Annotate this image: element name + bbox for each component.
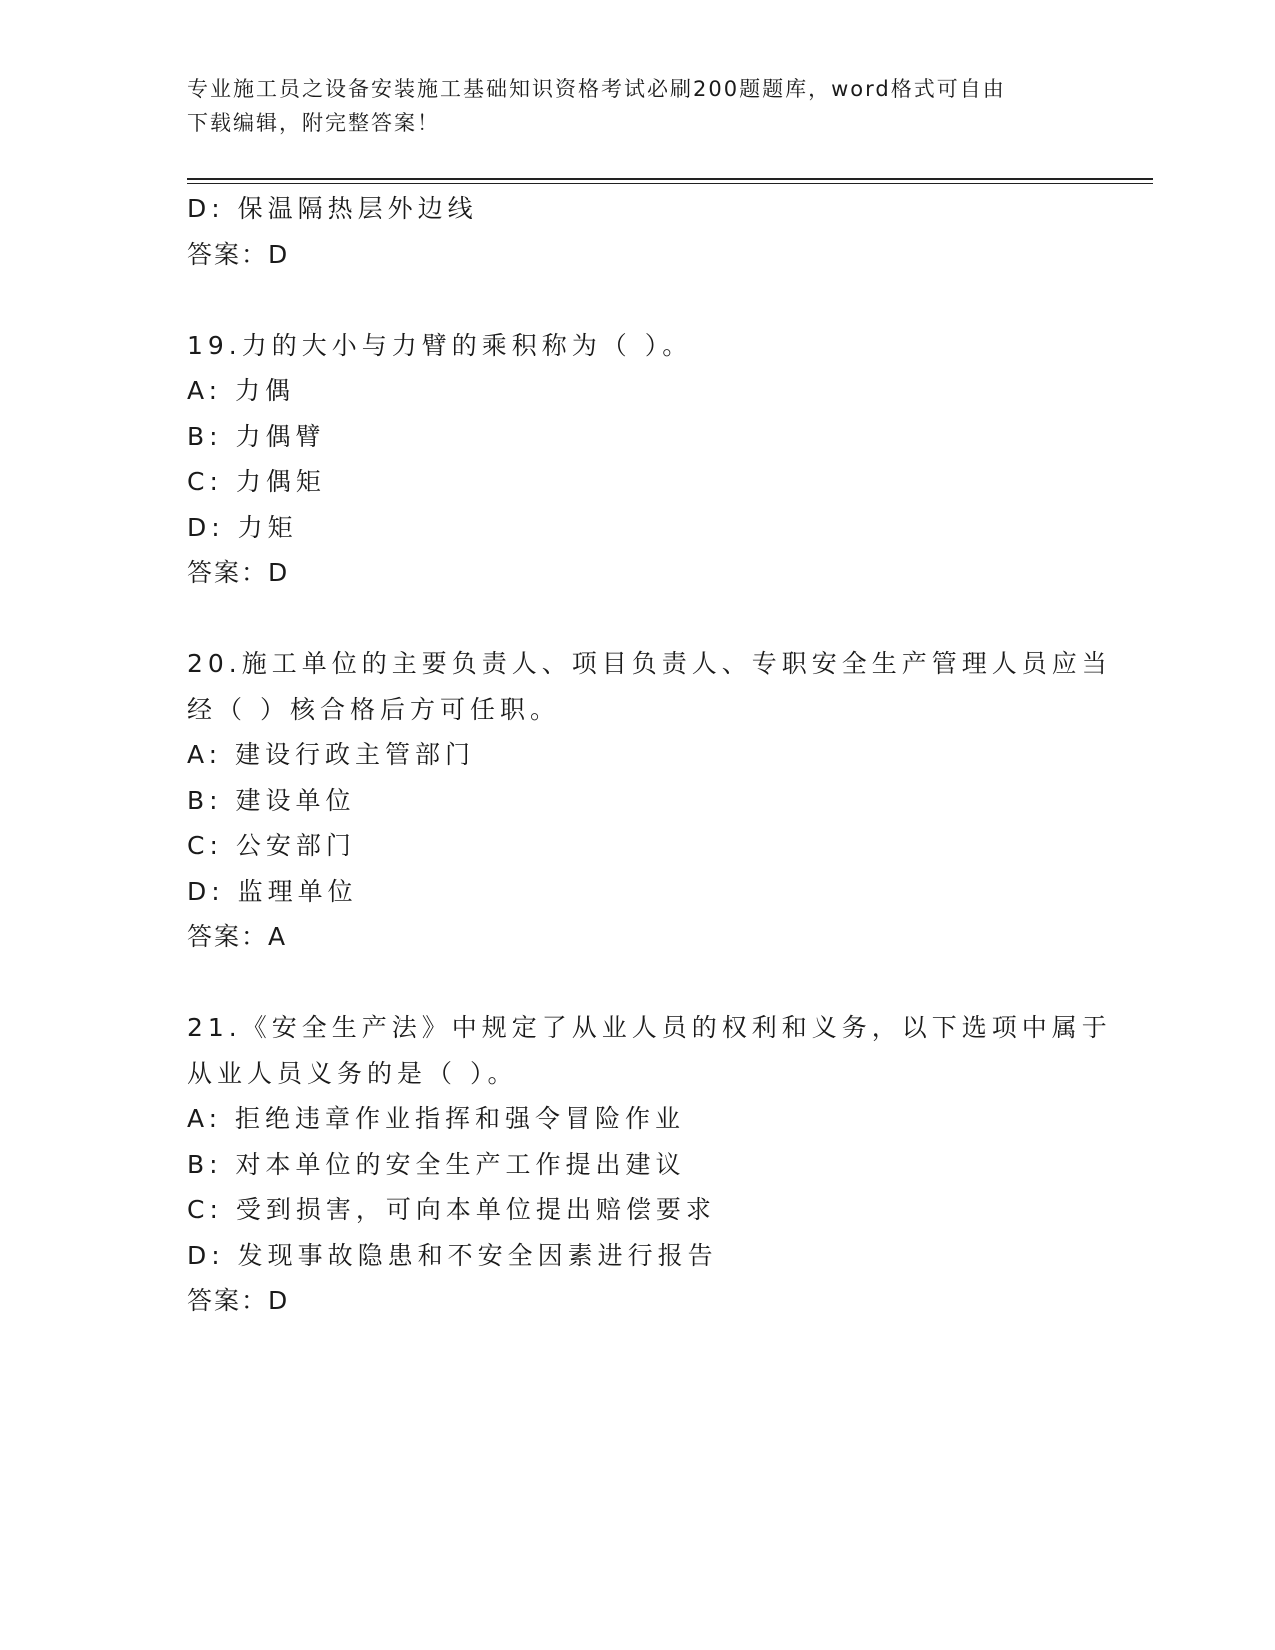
q19-stem: 19.力的大小与力臂的乘积称为（ ）。 bbox=[187, 330, 693, 360]
spacer bbox=[187, 596, 1087, 642]
q21-answer: 答案：D bbox=[187, 1286, 290, 1315]
header-rule-thin bbox=[187, 183, 1153, 184]
q21-stem-line-1: 21.《安全生产法》中规定了从业人员的权利和义务，以下选项中属于 bbox=[187, 1013, 1112, 1042]
q20-stem-line-1: 20.施工单位的主要负责人、项目负责人、专职安全生产管理人员应当 bbox=[187, 649, 1112, 678]
q19-option-a: A: 力偶 bbox=[187, 376, 296, 405]
q20-answer: 答案：A bbox=[187, 922, 288, 951]
prev-answer: 答案：D bbox=[187, 239, 290, 269]
q21-option-c: C: 受到损害，可向本单位提出赔偿要求 bbox=[187, 1195, 716, 1224]
header-rule-thick bbox=[187, 178, 1153, 180]
prev-option-d: D: 保温隔热层外边线 bbox=[187, 194, 478, 223]
q19-answer: 答案：D bbox=[187, 558, 290, 587]
q21-option-a: A: 拒绝违章作业指挥和强令冒险作业 bbox=[187, 1104, 686, 1133]
q21-stem-line-2: 从业人员义务的是（ ）。 bbox=[187, 1058, 518, 1088]
document-header bbox=[187, 72, 1067, 140]
q20-option-a: A: 建设行政主管部门 bbox=[187, 740, 476, 769]
q21-option-d: D: 发现事故隐患和不安全因素进行报告 bbox=[187, 1240, 718, 1270]
q21-option-b: B: 对本单位的安全生产工作提出建议 bbox=[187, 1149, 686, 1179]
q19-option-b: B: 力偶臂 bbox=[187, 421, 326, 451]
q19-option-c: C: 力偶矩 bbox=[187, 467, 326, 496]
header-line-1: 专业施工员之设备安装施工基础知识资格考试必刷200题题库，word格式可自由 bbox=[187, 77, 1006, 101]
question-list bbox=[187, 186, 1112, 1324]
q20-option-d: D: 监理单位 bbox=[187, 876, 358, 906]
header-line-2: 下载编辑，附完整答案！ bbox=[187, 111, 440, 135]
q20-option-b: B: 建设单位 bbox=[187, 785, 356, 815]
spacer bbox=[187, 277, 1087, 323]
q20-option-c: C: 公安部门 bbox=[187, 831, 356, 860]
spacer bbox=[187, 960, 1087, 1006]
q20-stem-line-2: 经（ ）核合格后方可任职。 bbox=[187, 694, 560, 724]
q19-option-d: D: 力矩 bbox=[187, 512, 298, 542]
